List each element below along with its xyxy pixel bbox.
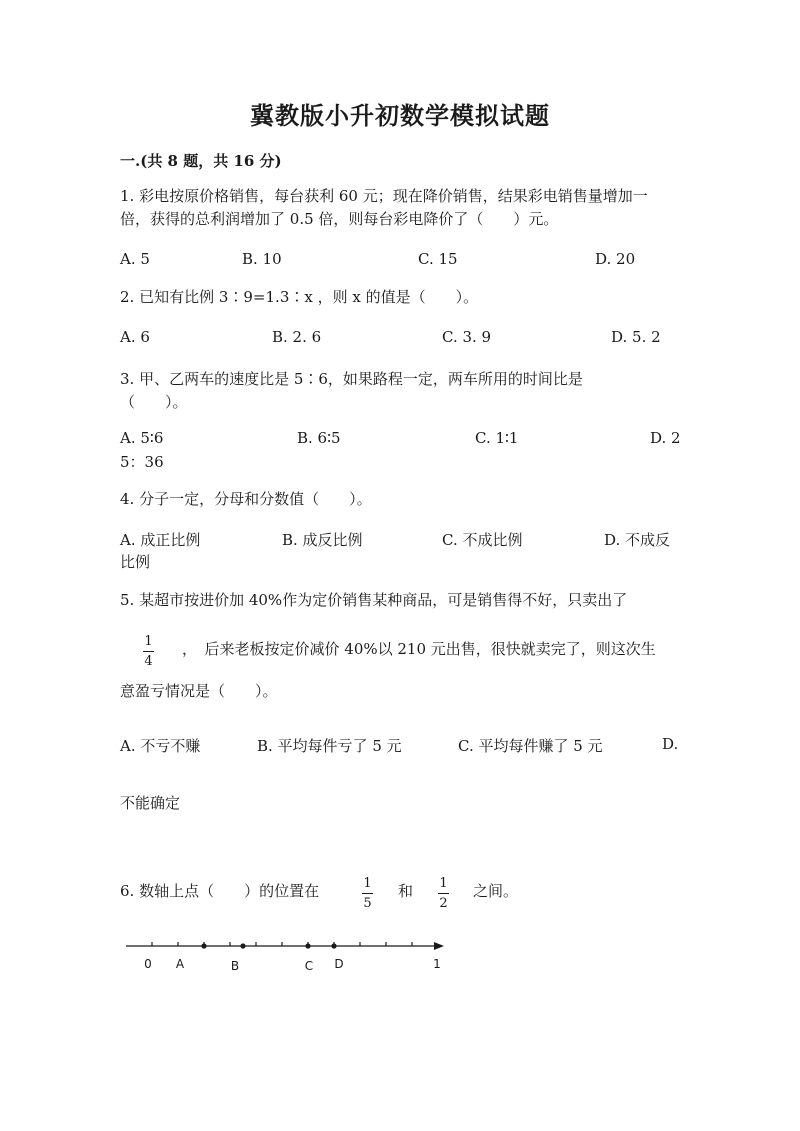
q5-fraction-numerator: 1 [144,634,153,649]
q6-fraction-1 [362,876,373,911]
question-3-line-2: （ ）。 [120,393,188,411]
fraction-bar [438,893,449,894]
q4-option-c: C. 不成比例 [442,531,523,549]
q2-option-c: C. 3. 9 [442,328,492,346]
number-line-label-a: A [175,957,185,971]
q5-fraction [143,634,154,669]
q2-option-a: A. 6 [120,328,150,346]
q3-option-d-wrap: 5：36 [120,453,164,471]
q1-option-c: C. 15 [418,250,458,268]
q5-option-b: B. 平均每件亏了 5 元 [257,737,402,755]
question-3-line-1: 3. 甲、乙两车的速度比是 5∶6，如果路程一定，两车所用的时间比是 [120,370,583,388]
q5-option-a: A. 不亏不赚 [120,737,201,755]
q4-option-d-wrap: 比例 [120,553,151,571]
q4-option-a: A. 成正比例 [120,531,201,549]
q5-option-d: D. [662,735,679,753]
question-5-line-3: 意盈亏情况是（ ）。 [120,682,278,700]
q1-option-d: D. 20 [595,250,636,268]
q1-option-b: B. 10 [242,250,282,268]
fraction-bar [143,651,154,652]
question-6-prefix: 6. 数轴上点（ ）的位置在 [120,882,320,900]
q4-option-d: D. 不成反 [604,531,671,549]
q5-option-c: C. 平均每件赚了 5 元 [458,737,603,755]
fraction-bar [362,893,373,894]
q5-fraction-denominator: 4 [144,654,153,669]
number-line-point-b [240,943,245,948]
number-line-point-a [201,943,206,948]
q6-fraction-2-numerator: 1 [439,876,448,891]
q2-option-b: B. 2. 6 [272,328,322,346]
page-title: 冀教版小升初数学模拟试题 [250,101,550,130]
question-1-line-1: 1. 彩电按原价格销售，每台获利 60 元；现在降价销售，结果彩电销售量增加一 [120,187,648,205]
question-2: 2. 已知有比例 3∶9=1.3∶x ，则 x 的值是（ ）。 [120,288,479,306]
question-6-suffix: 之间。 [473,882,519,900]
q3-option-a: A. 5∶6 [120,429,164,447]
number-line-label-0: 0 [144,957,152,971]
number-line-point-d [331,943,336,948]
q5-option-d-wrap: 不能确定 [120,794,181,812]
question-3 [120,368,583,414]
question-1 [120,185,648,231]
number-line-label-d: D [334,957,344,971]
q2-option-d: D. 5. 2 [611,328,661,346]
q1-option-a: A. 5 [120,250,150,268]
q6-fraction-1-numerator: 1 [363,876,372,891]
number-line-label-b: B [230,959,240,973]
question-5-line-1: 5. 某超市按进价加 40%作为定价销售某种商品，可是销售得不好，只卖出了 [120,591,628,609]
number-line-arrow [434,942,444,950]
q3-option-d: D. 2 [650,429,681,447]
q6-fraction-1-denominator: 5 [363,896,372,911]
number-line-point-c [305,943,310,948]
q6-fraction-2 [438,876,449,911]
number-line-label-1: 1 [433,957,441,971]
q3-option-b: B. 6∶5 [297,429,341,447]
q6-fraction-2-denominator: 2 [439,896,448,911]
section-heading: 一.(共 8 题，共 16 分) [120,152,282,170]
q3-option-c: C. 1∶1 [475,429,519,447]
question-5-line-2: ， 后来老板按定价减价 40%以 210 元出售，很快就卖完了，则这次生 [182,640,656,658]
number-line [0,930,800,980]
question-6-middle: 和 [398,882,414,900]
number-line-label-c: C [304,959,314,973]
q4-option-b: B. 成反比例 [282,531,363,549]
question-4: 4. 分子一定，分母和分数值（ ）。 [120,490,372,508]
question-1-line-2: 倍，获得的总利润增加了 0.5 倍，则每台彩电降价了（ ）元。 [120,210,559,228]
